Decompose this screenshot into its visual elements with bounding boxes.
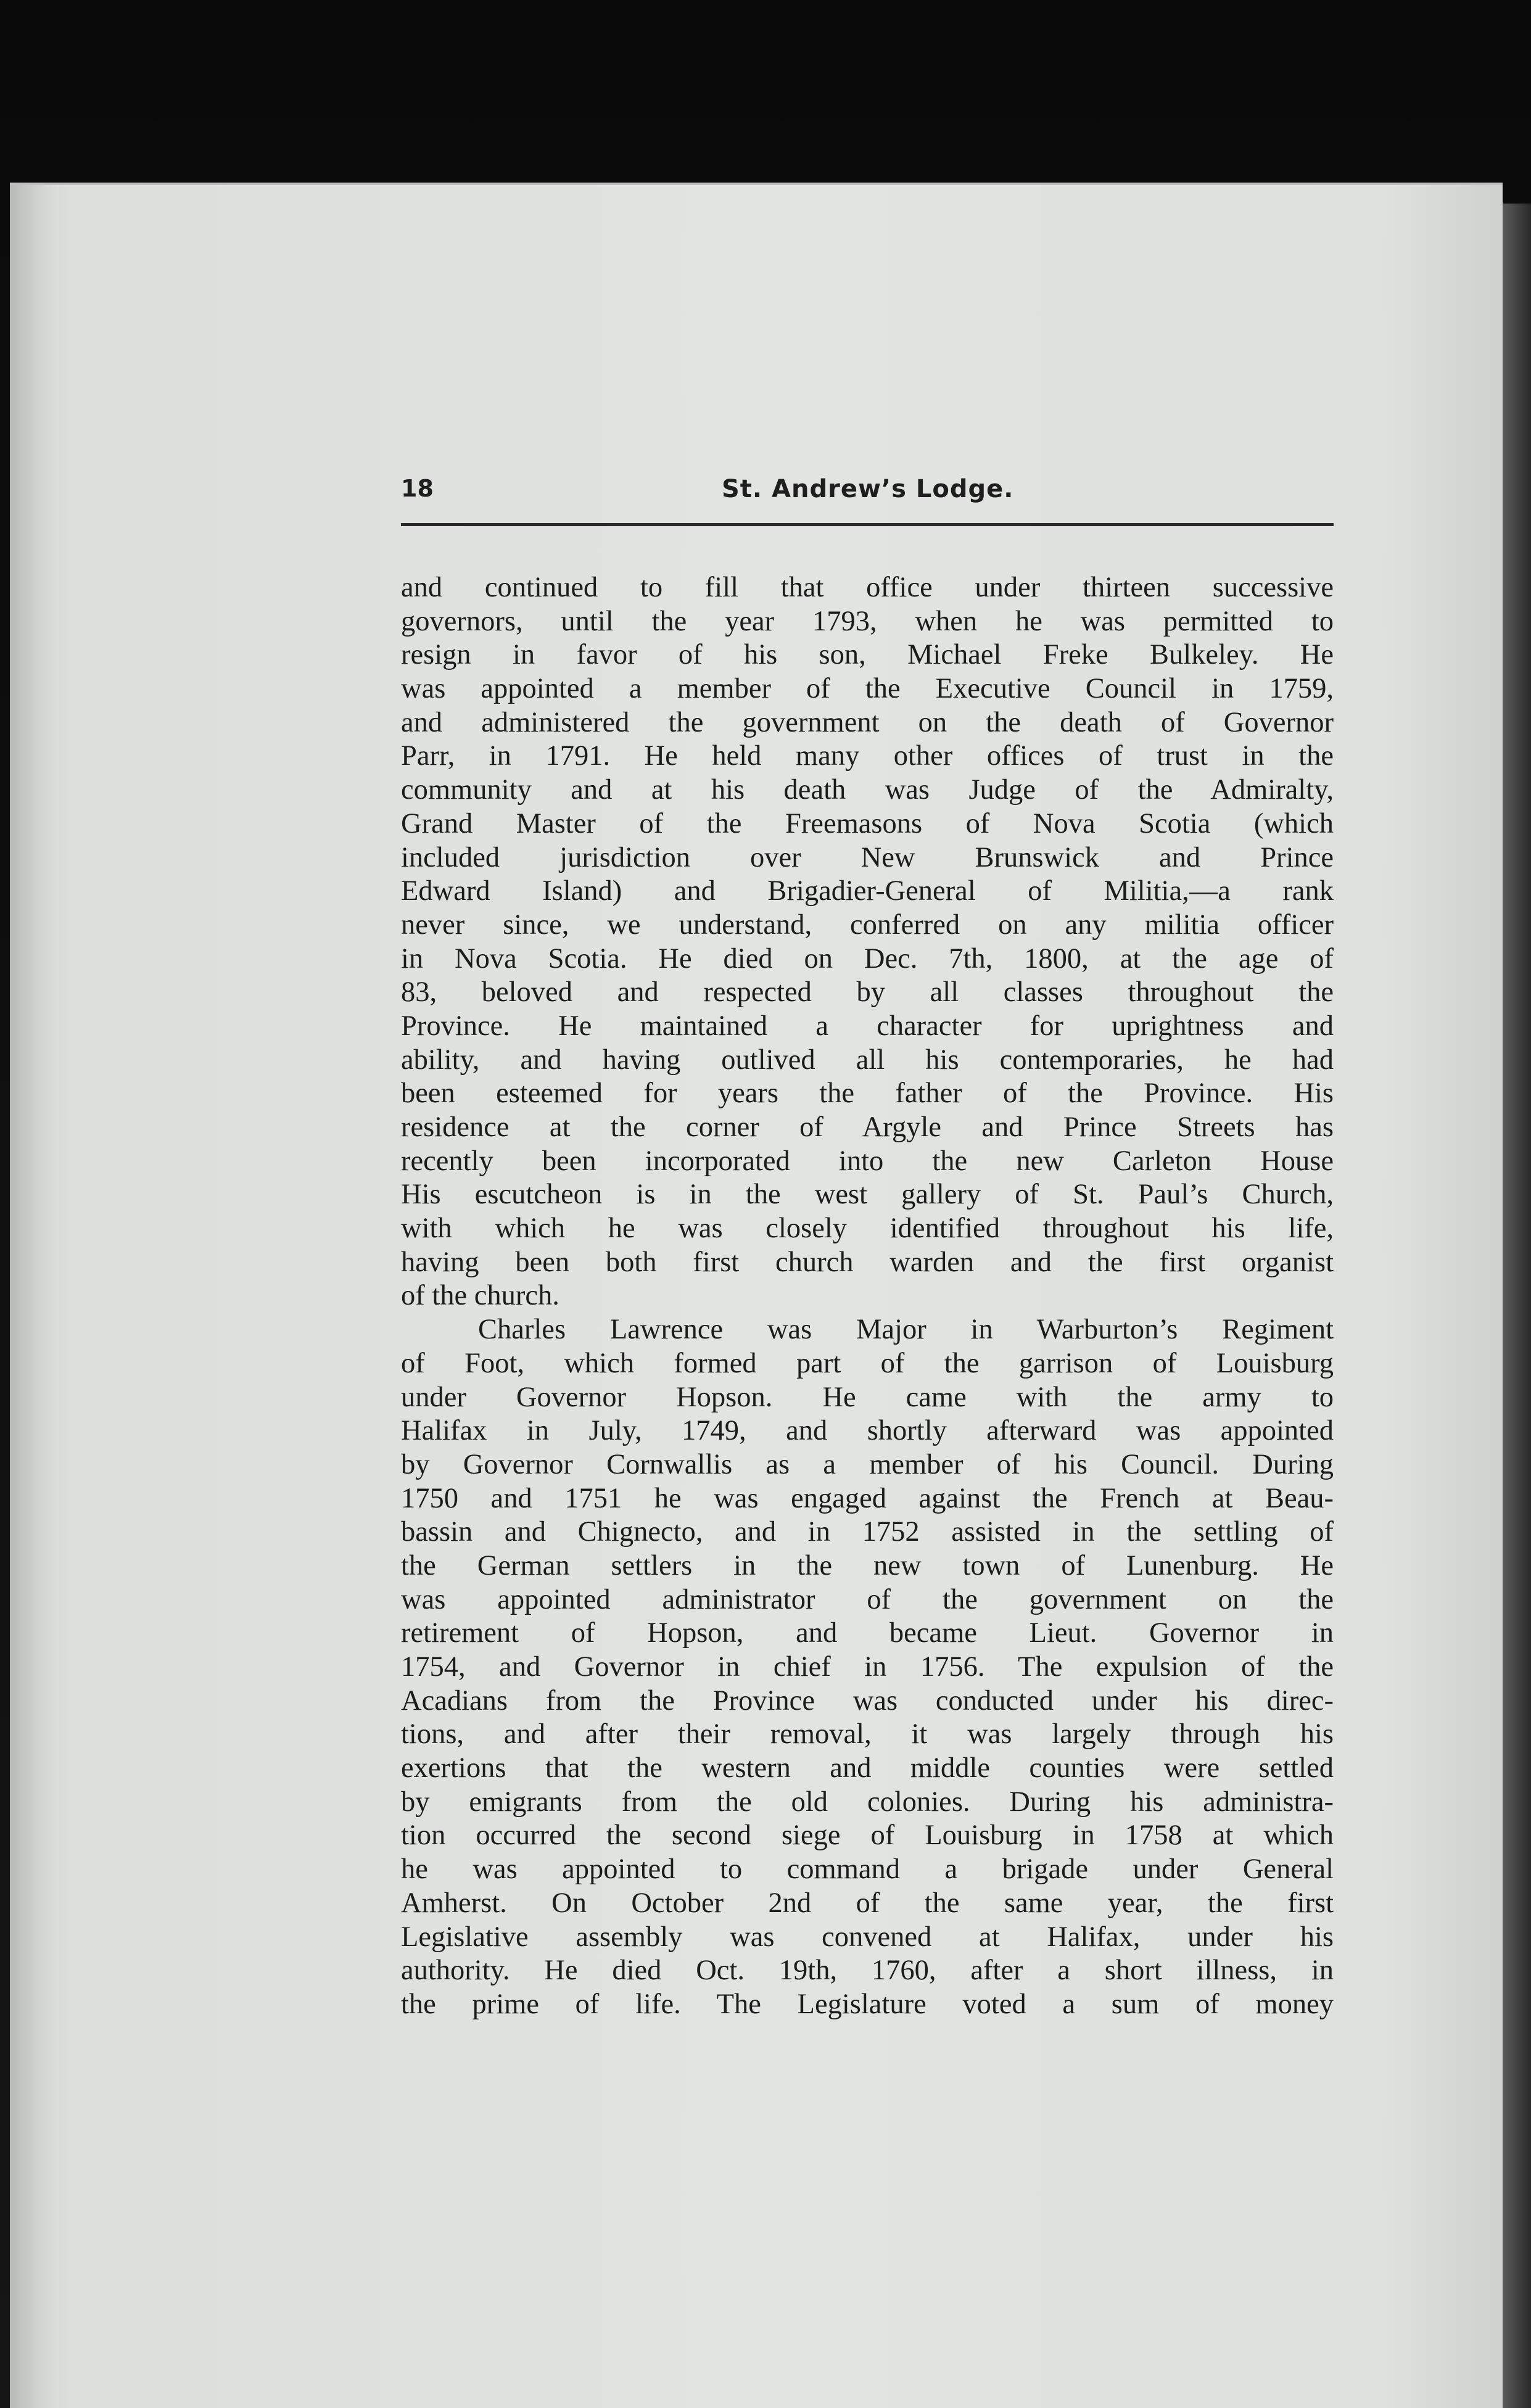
text-line: been esteemed for years the father of the Province. His: [401, 1078, 1334, 1110]
text-line: residence at the corner of Argyle and Prince Streets has: [401, 1111, 1334, 1143]
text-line: tion occurred the second siege of Louisburg in 1758 at which: [401, 1820, 1334, 1852]
text-line: Edward Island) and Brigadier-General of Militia,—a rank: [401, 875, 1334, 907]
text-line: never since, we understand, conferred on any militia officer: [401, 909, 1334, 941]
text-line: with which he was closely identified throughout his life,: [401, 1213, 1334, 1245]
page-header: [401, 475, 1334, 512]
text-line: Acadians from the Province was conducted under his direc-: [401, 1684, 1334, 1717]
text-line: Legislative assembly was convened at Halifax, under his: [401, 1921, 1334, 1953]
text-line: Amherst. On October 2nd of the same year, the first: [401, 1887, 1334, 1919]
text-line: community and at his death was Judge of the Admiralty,: [401, 774, 1334, 806]
text-line: by emigrants from the old colonies. During his administra-: [401, 1786, 1334, 1818]
text-line: 83, beloved and respected by all classes throughout the: [401, 976, 1334, 1008]
text-line: exertions that the western and middle counties were settled: [401, 1752, 1334, 1784]
text-line: Parr, in 1791. He held many other offices of trust in the: [401, 740, 1334, 772]
text-line: under Governor Hopson. He came with the army to: [401, 1381, 1334, 1413]
page-number: 18: [401, 475, 434, 502]
text-line: having been both first church warden and the first organist: [401, 1246, 1334, 1278]
text-line: Province. He maintained a character for uprightness and: [401, 1010, 1334, 1042]
text-line: His escutcheon is in the west gallery of St. Paul’s Church,: [401, 1179, 1334, 1211]
page-edge-shadow: [1503, 204, 1531, 2408]
text-line: of Foot, which formed part of the garrison of Louisburg: [401, 1347, 1334, 1379]
text-line: bassin and Chignecto, and in 1752 assisted in the settling of: [401, 1516, 1334, 1548]
text-line: governors, until the year 1793, when he was permitted to: [401, 605, 1334, 637]
text-line: in Nova Scotia. He died on Dec. 7th, 1800, at the age of: [401, 942, 1334, 975]
paragraph-1: [401, 571, 1334, 1313]
text-line: resign in favor of his son, Michael Freke Bulkeley. He: [401, 639, 1334, 671]
body-text: [401, 571, 1334, 2022]
text-line: the prime of life. The Legislature voted a sum of money: [401, 1988, 1334, 2020]
text-line: authority. He died Oct. 19th, 1760, after a short illness, in: [401, 1955, 1334, 1987]
text-line: the German settlers in the new town of Lunenburg. He: [401, 1549, 1334, 1581]
text-line: was appointed administrator of the government on the: [401, 1583, 1334, 1615]
text-line: tions, and after their removal, it was largely through his: [401, 1718, 1334, 1750]
text-line: 1754, and Governor in chief in 1756. The expulsion of the: [401, 1651, 1334, 1683]
text-line: Halifax in July, 1749, and shortly afterward was appointed: [401, 1415, 1334, 1447]
text-line: recently been incorporated into the new Carleton House: [401, 1145, 1334, 1177]
text-line: of the church.: [401, 1280, 559, 1312]
page-gutter: [10, 185, 59, 2408]
text-line: Charles Lawrence was Major in Warburton’s Regiment: [478, 1314, 1334, 1346]
paragraph-2: [401, 1313, 1334, 2021]
text-line: retirement of Hopson, and became Lieut. Governor in: [401, 1617, 1334, 1649]
text-line: included jurisdiction over New Brunswick and Prince: [401, 841, 1334, 873]
text-line: and administered the government on the death of Governor: [401, 706, 1334, 738]
text-line: ability, and having outlived all his contemporaries, he had: [401, 1044, 1334, 1076]
text-line: and continued to fill that office under thirteen successive: [401, 572, 1334, 603]
text-line: he was appointed to command a brigade under General: [401, 1853, 1334, 1886]
header-rule: [401, 523, 1334, 526]
running-title: St. Andrew’s Lodge.: [722, 475, 1014, 503]
text-line: Grand Master of the Freemasons of Nova Scotia (which: [401, 807, 1334, 839]
text-line: was appointed a member of the Executive Council in 1759,: [401, 673, 1334, 705]
text-line: 1750 and 1751 he was engaged against the French at Beau-: [401, 1482, 1334, 1514]
text-line: by Governor Cornwallis as a member of his Council. During: [401, 1448, 1334, 1480]
